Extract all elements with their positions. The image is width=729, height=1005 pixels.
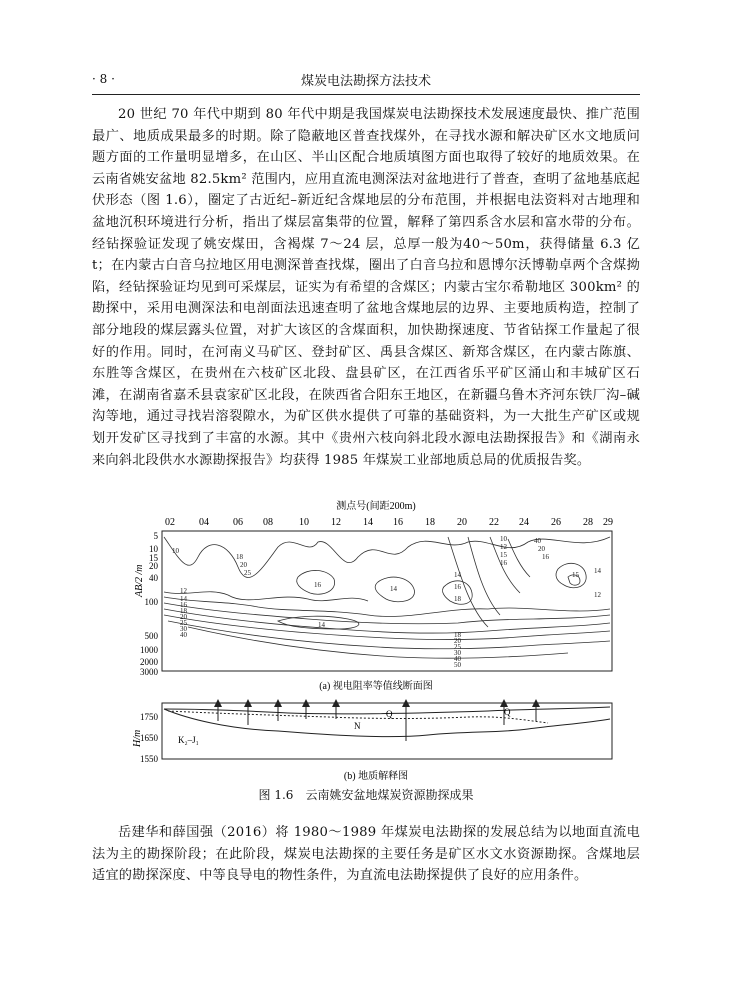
figure-svg <box>128 497 624 785</box>
contour-label: 40 <box>180 631 187 639</box>
contour-label: 14 <box>180 595 187 603</box>
figure-1-6 <box>128 497 624 785</box>
station-label: 22 <box>489 517 499 528</box>
depth-tick: 40 <box>149 573 158 583</box>
station-label: 29 <box>603 517 613 528</box>
body-paragraph-2 <box>92 822 640 887</box>
unit-label-n: N <box>354 721 361 731</box>
elev-tick: 1750 <box>140 712 158 722</box>
elev-axis-label: H/m <box>132 729 143 747</box>
subcaption-b: (b) 地质解释图 <box>343 771 409 782</box>
contour-label: 14 <box>390 585 397 593</box>
contour-label: 12 <box>500 543 507 551</box>
elev-tick: 1650 <box>140 733 158 743</box>
contour-label: 40 <box>534 537 541 545</box>
running-title: 煤炭电法勘探方法技术 <box>300 74 431 89</box>
top-axis-title: 测点号(间距200m) <box>336 501 416 512</box>
depth-tick: 5 <box>153 531 158 541</box>
boreholes <box>218 703 536 741</box>
contour-label: 16 <box>314 581 321 589</box>
contour-label: 18 <box>454 631 461 639</box>
depth-tick: 10 <box>149 544 158 554</box>
station-label: 10 <box>299 517 309 528</box>
contour-label: 30 <box>454 649 461 657</box>
depth-axis-label: AB/2 /m <box>134 564 145 597</box>
contour-label: 16 <box>542 553 549 561</box>
contour-label: 10 <box>500 535 507 543</box>
station-label: 24 <box>519 517 529 528</box>
depth-tick: 3000 <box>140 667 158 677</box>
contour-label: 20 <box>180 613 187 621</box>
elev-tick: 1550 <box>140 754 158 764</box>
station-label: 06 <box>233 517 243 528</box>
body-paragraph-1 <box>92 104 640 471</box>
contour-label: 10 <box>172 547 179 555</box>
station-label: 08 <box>263 517 273 528</box>
contour-label: 25 <box>180 619 187 627</box>
contour-label: 40 <box>454 655 461 663</box>
contour-label: 18 <box>454 595 461 603</box>
contour-label: 16 <box>180 601 187 609</box>
contour-label: 15 <box>572 571 579 579</box>
contour-label: 18 <box>236 553 243 561</box>
depth-tick: 15 <box>149 553 158 563</box>
page-header <box>92 70 640 92</box>
subcaption-a: (a) 视电阻率等值线断面图 <box>319 681 433 692</box>
unit-label-q: Q <box>386 709 393 719</box>
contour-label: 25 <box>454 643 461 651</box>
contour-label: 25 <box>244 569 251 577</box>
station-label: 28 <box>583 517 593 528</box>
depth-tick: 100 <box>144 597 158 607</box>
contour-label: 14 <box>318 621 325 629</box>
contour-label: 16 <box>454 583 461 591</box>
contour-label: 30 <box>180 625 187 633</box>
depth-tick: 20 <box>149 561 158 571</box>
contour-label: 20 <box>454 637 461 645</box>
contour-label: 50 <box>454 661 461 669</box>
depth-tick: 500 <box>144 631 158 641</box>
contour-label: 15 <box>500 551 507 559</box>
station-label: 16 <box>393 517 403 528</box>
unit-label-q: Q <box>504 707 511 717</box>
station-label: 14 <box>363 517 373 528</box>
paragraph-2-text: 岳建华和薛国强（2016）将 1980～1989 年煤炭电法勘探的发展总结为以地面直流电法为主的勘探阶段；在此阶段，煤炭电法勘探的主要任务是矿区水文水资源勘探。含煤地层适宜的勘探深度、中等良导电的物性条件，为直流电法勘探提供了良好的应用条件。 <box>92 825 640 884</box>
station-label: 12 <box>331 517 341 528</box>
station-label: 04 <box>199 517 209 528</box>
contour-label: 20 <box>538 545 545 553</box>
header-rule <box>92 94 640 95</box>
page-number: · 8 · <box>92 72 115 86</box>
unit-label-k2j1: K₂–J₁ <box>178 735 199 745</box>
station-label: 26 <box>551 517 561 528</box>
figure-caption: 图 1.6 云南姚安盆地煤炭资源勘探成果 <box>258 788 474 802</box>
contour-label: 12 <box>594 591 601 599</box>
station-label: 18 <box>425 517 435 528</box>
paragraph-1-text: 20 世纪 70 年代中期到 80 年代中期是我国煤炭电法勘探技术发展速度最快、推广范围最广、地质成果最多的时期。除了隐蔽地区普查找煤外，在寻找水源和解决矿区水文地质问题方面的工作量明显增多，在山区、半山区配合地质填图方面也取得了较好的地质效果。在云南省姚安盆地 82.5km² 范围内，应用直流电测深法对盆地进行了普查，查明了盆地基底起伏形态（图 1.6），圈定了古近纪–新近纪含煤地层的分布范围，并根据电法资料对古地理和盆地沉积环境进行分析，指出了煤层富集带的位置，解释了第四系含水层和富水带的分布。经钻探验证发现了姚安煤田，含褐煤 7～24 层，总厚一般为40～50m，获得储量 6.3 亿 t；在内蒙古白音乌拉地区用电测深普查找煤，圈出了白音乌拉和恩博尔沃博勒卓两个含煤拗陷，经钻探验证均见到可采煤层，证实为有希望的含煤区；内蒙古宝尔希勒地区 300km² 的勘探中，采用电测深法和电剖面法迅速查明了盆地含煤地层的边界、主要地质构造，控制了部分地段的煤层露头位置，对扩大该区的含煤面积，加快勘探速度、节省钻探工作量起了很好的作用。同时，在河南义马矿区、登封矿区、禹县含煤区、新郑含煤区，在内蒙古陈旗、东胜等含煤区，在贵州在六枝矿区北段、盘县矿区，在江西省乐平矿区涌山和丰城矿区石滩，在湖南省嘉禾县袁家矿区北段，在陕西省合阳东王地区，在新疆乌鲁木齐河东铁厂沟–碱沟等地，通过寻找岩溶裂隙水，为矿区供水提供了可靠的基础资料，为一大批生产矿区或规划开发矿区寻找到了丰富的水源。其中《贵州六枝向斜北段水源电法勘探报告》和《湖南永来向斜北段供水水源勘探报告》均获得 1985 年煤炭工业部地质总局的优质报告奖。 <box>92 107 640 468</box>
depth-tick: 1000 <box>140 645 158 655</box>
station-label: 02 <box>165 517 175 528</box>
depth-tick: 2000 <box>140 657 158 667</box>
contour-label: 20 <box>240 561 247 569</box>
contour-label: 14 <box>594 567 601 575</box>
contour-label: 14 <box>454 571 461 579</box>
contour-label: 16 <box>500 559 507 567</box>
contour-label: 12 <box>180 587 187 595</box>
contour-label: 18 <box>180 607 187 615</box>
station-label: 20 <box>457 517 467 528</box>
